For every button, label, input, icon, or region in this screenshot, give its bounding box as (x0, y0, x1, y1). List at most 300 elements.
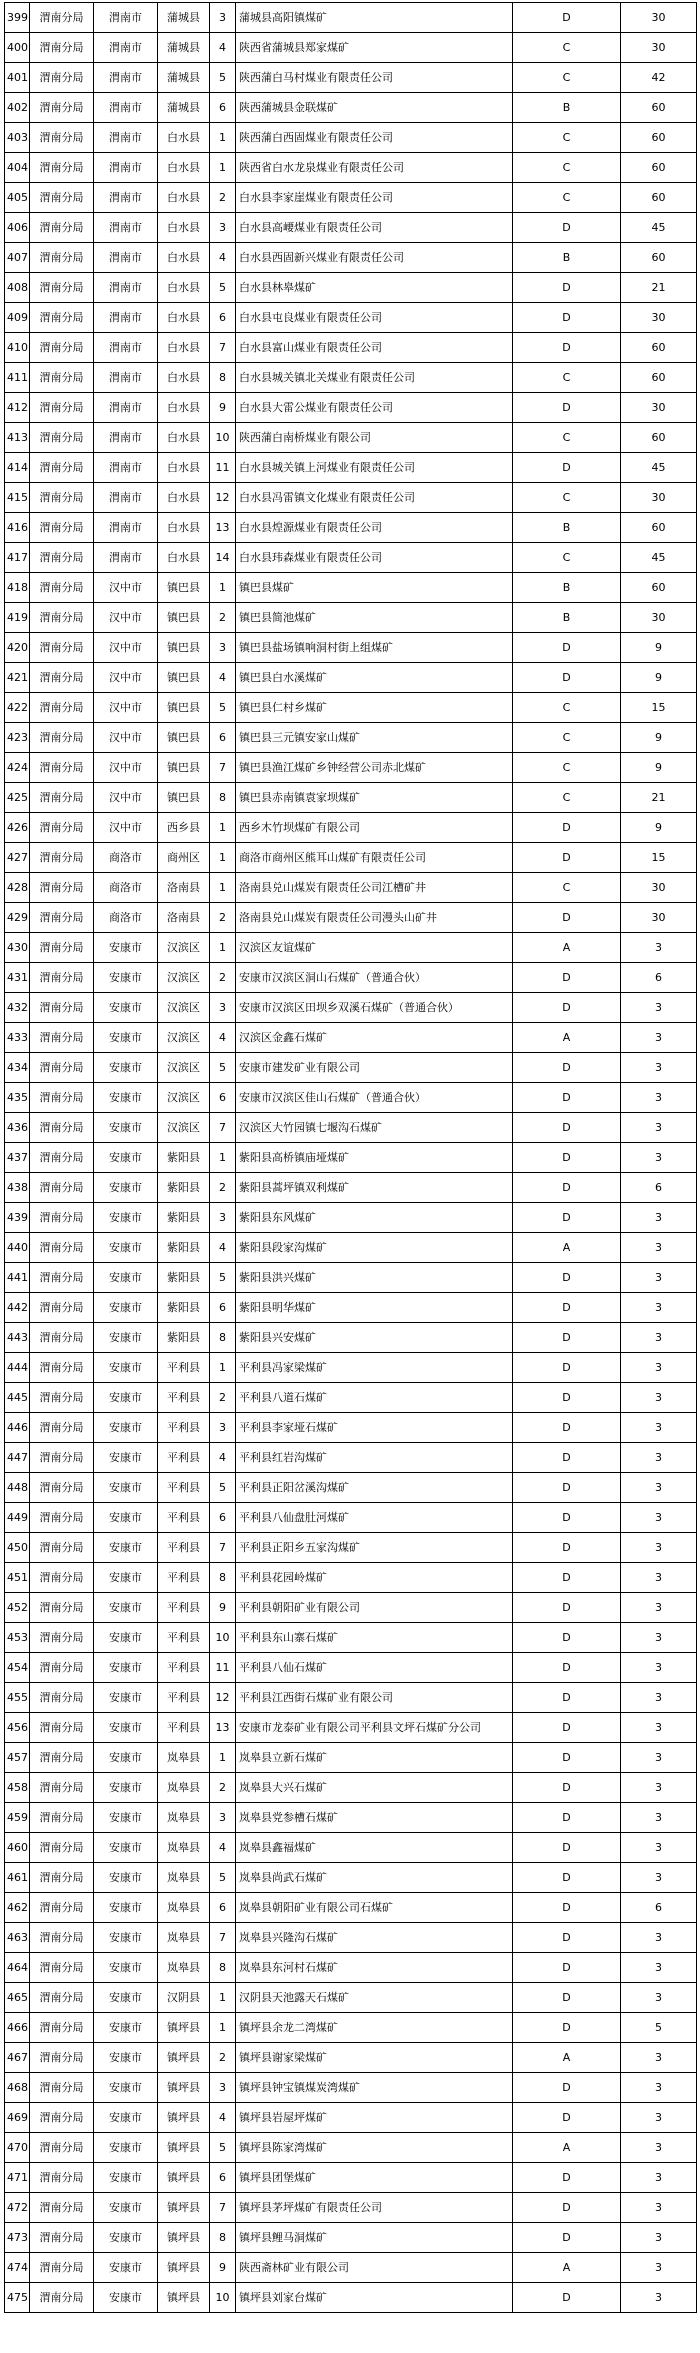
sequence-cell: 1 (210, 933, 236, 963)
table-row (5, 933, 697, 963)
row-number-cell: 464 (5, 1953, 30, 1983)
table-row (5, 183, 697, 213)
mine-name-cell: 白水县高崾煤业有限责任公司 (236, 213, 513, 243)
table-row (5, 543, 697, 573)
sequence-cell: 7 (210, 753, 236, 783)
capacity-cell: 3 (621, 1233, 697, 1263)
city-cell: 安康市 (94, 2073, 158, 2103)
grade-cell: C (513, 483, 621, 513)
table-row (5, 1713, 697, 1743)
city-cell: 安康市 (94, 1923, 158, 1953)
city-cell: 渭南市 (94, 93, 158, 123)
sequence-cell: 1 (210, 1983, 236, 2013)
table-row (5, 1053, 697, 1083)
mine-name-cell: 安康市建发矿业有限公司 (236, 1053, 513, 1083)
mine-name-cell: 平利县江西街石煤矿业有限公司 (236, 1683, 513, 1713)
grade-cell: D (513, 1833, 621, 1863)
mine-name-cell: 岚皋县东河村石煤矿 (236, 1953, 513, 1983)
grade-cell: D (513, 1953, 621, 1983)
grade-cell: D (513, 1653, 621, 1683)
table-row (5, 1863, 697, 1893)
table-row (5, 243, 697, 273)
row-number-cell: 457 (5, 1743, 30, 1773)
city-cell: 渭南市 (94, 33, 158, 63)
capacity-cell: 3 (621, 1803, 697, 1833)
mine-name-cell: 岚皋县党参槽石煤矿 (236, 1803, 513, 1833)
table-row (5, 1893, 697, 1923)
city-cell: 安康市 (94, 1683, 158, 1713)
county-cell: 镇坪县 (158, 2073, 210, 2103)
row-number-cell: 414 (5, 453, 30, 483)
table-row (5, 123, 697, 153)
branch-bureau-cell: 渭南分局 (30, 1473, 94, 1503)
table-row (5, 1023, 697, 1053)
branch-bureau-cell: 渭南分局 (30, 213, 94, 243)
county-cell: 镇巴县 (158, 693, 210, 723)
table-row (5, 1833, 697, 1863)
county-cell: 镇坪县 (158, 2283, 210, 2313)
capacity-cell: 30 (621, 393, 697, 423)
row-number-cell: 419 (5, 603, 30, 633)
table-row (5, 1293, 697, 1323)
mine-name-cell: 岚皋县尚武石煤矿 (236, 1863, 513, 1893)
row-number-cell: 440 (5, 1233, 30, 1263)
county-cell: 平利县 (158, 1593, 210, 1623)
capacity-cell: 42 (621, 63, 697, 93)
grade-cell: D (513, 1863, 621, 1893)
branch-bureau-cell: 渭南分局 (30, 273, 94, 303)
grade-cell: D (513, 1323, 621, 1353)
table-row (5, 1803, 697, 1833)
mine-name-cell: 镇巴县渔江煤矿乡钟经营公司赤北煤矿 (236, 753, 513, 783)
sequence-cell: 2 (210, 1173, 236, 1203)
table-row (5, 483, 697, 513)
capacity-cell: 3 (621, 2253, 697, 2283)
mine-name-cell: 洛南县兑山煤炭有限责任公司漫头山矿井 (236, 903, 513, 933)
county-cell: 白水县 (158, 513, 210, 543)
table-row (5, 1623, 697, 1653)
grade-cell: D (513, 2073, 621, 2103)
county-cell: 白水县 (158, 333, 210, 363)
sequence-cell: 1 (210, 1353, 236, 1383)
grade-cell: C (513, 693, 621, 723)
county-cell: 白水县 (158, 483, 210, 513)
row-number-cell: 444 (5, 1353, 30, 1383)
branch-bureau-cell: 渭南分局 (30, 663, 94, 693)
city-cell: 安康市 (94, 1143, 158, 1173)
city-cell: 汉中市 (94, 663, 158, 693)
capacity-cell: 6 (621, 1173, 697, 1203)
branch-bureau-cell: 渭南分局 (30, 1263, 94, 1293)
mine-name-cell: 平利县冯家梁煤矿 (236, 1353, 513, 1383)
county-cell: 镇巴县 (158, 603, 210, 633)
sequence-cell: 4 (210, 33, 236, 63)
branch-bureau-cell: 渭南分局 (30, 603, 94, 633)
mine-name-cell: 平利县八仙盘肚河煤矿 (236, 1503, 513, 1533)
city-cell: 渭南市 (94, 513, 158, 543)
grade-cell: D (513, 633, 621, 663)
county-cell: 平利县 (158, 1383, 210, 1413)
table-body (5, 3, 697, 2313)
grade-cell: D (513, 393, 621, 423)
city-cell: 安康市 (94, 1383, 158, 1413)
branch-bureau-cell: 渭南分局 (30, 333, 94, 363)
city-cell: 汉中市 (94, 753, 158, 783)
city-cell: 安康市 (94, 2223, 158, 2253)
row-number-cell: 416 (5, 513, 30, 543)
table-row (5, 1323, 697, 1353)
city-cell: 安康市 (94, 1893, 158, 1923)
mine-name-cell: 镇巴县煤矿 (236, 573, 513, 603)
grade-cell: D (513, 2283, 621, 2313)
branch-bureau-cell: 渭南分局 (30, 573, 94, 603)
grade-cell: C (513, 33, 621, 63)
county-cell: 汉滨区 (158, 993, 210, 1023)
sequence-cell: 2 (210, 963, 236, 993)
branch-bureau-cell: 渭南分局 (30, 303, 94, 333)
mine-name-cell: 陕西蒲白马村煤业有限责任公司 (236, 63, 513, 93)
county-cell: 紫阳县 (158, 1263, 210, 1293)
table-row (5, 1203, 697, 1233)
capacity-cell: 6 (621, 1893, 697, 1923)
city-cell: 渭南市 (94, 183, 158, 213)
grade-cell: C (513, 153, 621, 183)
mine-name-cell: 安康市汉滨区佳山石煤矿（普通合伙） (236, 1083, 513, 1113)
county-cell: 镇巴县 (158, 723, 210, 753)
county-cell: 洛南县 (158, 903, 210, 933)
sequence-cell: 2 (210, 603, 236, 633)
city-cell: 渭南市 (94, 543, 158, 573)
branch-bureau-cell: 渭南分局 (30, 2103, 94, 2133)
branch-bureau-cell: 渭南分局 (30, 1983, 94, 2013)
branch-bureau-cell: 渭南分局 (30, 2253, 94, 2283)
grade-cell: D (513, 1803, 621, 1833)
mine-name-cell: 陕西省蒲城县郑家煤矿 (236, 33, 513, 63)
row-number-cell: 437 (5, 1143, 30, 1173)
capacity-cell: 15 (621, 843, 697, 873)
capacity-cell: 60 (621, 123, 697, 153)
capacity-cell: 3 (621, 1503, 697, 1533)
county-cell: 平利县 (158, 1563, 210, 1593)
capacity-cell: 3 (621, 1833, 697, 1863)
sequence-cell: 11 (210, 1653, 236, 1683)
branch-bureau-cell: 渭南分局 (30, 123, 94, 153)
grade-cell: D (513, 1143, 621, 1173)
branch-bureau-cell: 渭南分局 (30, 1713, 94, 1743)
branch-bureau-cell: 渭南分局 (30, 1113, 94, 1143)
branch-bureau-cell: 渭南分局 (30, 483, 94, 513)
mine-name-cell: 镇坪县谢家梁煤矿 (236, 2043, 513, 2073)
sequence-cell: 3 (210, 2073, 236, 2103)
table-row (5, 723, 697, 753)
county-cell: 白水县 (158, 273, 210, 303)
row-number-cell: 453 (5, 1623, 30, 1653)
grade-cell: C (513, 123, 621, 153)
table-row (5, 783, 697, 813)
row-number-cell: 441 (5, 1263, 30, 1293)
mine-name-cell: 紫阳县明华煤矿 (236, 1293, 513, 1323)
mine-name-cell: 安康市龙泰矿业有限公司平利县文坪石煤矿分公司 (236, 1713, 513, 1743)
branch-bureau-cell: 渭南分局 (30, 1443, 94, 1473)
city-cell: 安康市 (94, 1203, 158, 1233)
county-cell: 镇坪县 (158, 2163, 210, 2193)
table-row (5, 993, 697, 1023)
capacity-cell: 3 (621, 1323, 697, 1353)
grade-cell: D (513, 2163, 621, 2193)
branch-bureau-cell: 渭南分局 (30, 1233, 94, 1263)
mine-name-cell: 汉阴县天池露天石煤矿 (236, 1983, 513, 2013)
county-cell: 镇坪县 (158, 2253, 210, 2283)
branch-bureau-cell: 渭南分局 (30, 933, 94, 963)
row-number-cell: 403 (5, 123, 30, 153)
row-number-cell: 421 (5, 663, 30, 693)
city-cell: 安康市 (94, 1713, 158, 1743)
grade-cell: D (513, 2103, 621, 2133)
grade-cell: A (513, 933, 621, 963)
county-cell: 白水县 (158, 153, 210, 183)
city-cell: 渭南市 (94, 273, 158, 303)
city-cell: 渭南市 (94, 243, 158, 273)
sequence-cell: 1 (210, 2013, 236, 2043)
capacity-cell: 3 (621, 1953, 697, 1983)
sequence-cell: 2 (210, 903, 236, 933)
grade-cell: D (513, 903, 621, 933)
grade-cell: B (513, 243, 621, 273)
table-row (5, 2193, 697, 2223)
sequence-cell: 5 (210, 1263, 236, 1293)
county-cell: 白水县 (158, 453, 210, 483)
mine-name-cell: 陕西省白水龙泉煤业有限责任公司 (236, 153, 513, 183)
sequence-cell: 2 (210, 183, 236, 213)
county-cell: 汉滨区 (158, 1113, 210, 1143)
row-number-cell: 451 (5, 1563, 30, 1593)
city-cell: 安康市 (94, 1023, 158, 1053)
sequence-cell: 4 (210, 1233, 236, 1263)
county-cell: 商州区 (158, 843, 210, 873)
capacity-cell: 3 (621, 1683, 697, 1713)
row-number-cell: 458 (5, 1773, 30, 1803)
county-cell: 镇坪县 (158, 2043, 210, 2073)
sequence-cell: 1 (210, 873, 236, 903)
sequence-cell: 3 (210, 1203, 236, 1233)
row-number-cell: 404 (5, 153, 30, 183)
grade-cell: D (513, 1173, 621, 1203)
row-number-cell: 449 (5, 1503, 30, 1533)
county-cell: 紫阳县 (158, 1323, 210, 1353)
grade-cell: D (513, 1713, 621, 1743)
grade-cell: B (513, 603, 621, 633)
branch-bureau-cell: 渭南分局 (30, 1503, 94, 1533)
grade-cell: A (513, 2133, 621, 2163)
capacity-cell: 60 (621, 573, 697, 603)
mine-name-cell: 平利县花园岭煤矿 (236, 1563, 513, 1593)
mine-name-cell: 平利县李家垭石煤矿 (236, 1413, 513, 1443)
city-cell: 商洛市 (94, 873, 158, 903)
branch-bureau-cell: 渭南分局 (30, 723, 94, 753)
table-row (5, 2013, 697, 2043)
table-row (5, 423, 697, 453)
sequence-cell: 6 (210, 1893, 236, 1923)
table-row (5, 1593, 697, 1623)
row-number-cell: 413 (5, 423, 30, 453)
grade-cell: B (513, 513, 621, 543)
sequence-cell: 10 (210, 423, 236, 453)
sequence-cell: 2 (210, 1773, 236, 1803)
mine-name-cell: 岚皋县鑫福煤矿 (236, 1833, 513, 1863)
branch-bureau-cell: 渭南分局 (30, 2013, 94, 2043)
sequence-cell: 7 (210, 1533, 236, 1563)
capacity-cell: 3 (621, 1563, 697, 1593)
county-cell: 镇坪县 (158, 2133, 210, 2163)
grade-cell: D (513, 1743, 621, 1773)
mine-name-cell: 商洛市商州区熊耳山煤矿有限责任公司 (236, 843, 513, 873)
mine-name-cell: 白水县西固新兴煤业有限责任公司 (236, 243, 513, 273)
branch-bureau-cell: 渭南分局 (30, 543, 94, 573)
city-cell: 汉中市 (94, 783, 158, 813)
coal-mine-table (4, 2, 697, 2313)
county-cell: 紫阳县 (158, 1293, 210, 1323)
grade-cell: C (513, 783, 621, 813)
sequence-cell: 7 (210, 333, 236, 363)
row-number-cell: 474 (5, 2253, 30, 2283)
table-row (5, 393, 697, 423)
grade-cell: B (513, 93, 621, 123)
sequence-cell: 3 (210, 993, 236, 1023)
branch-bureau-cell: 渭南分局 (30, 2163, 94, 2193)
mine-name-cell: 汉滨区友谊煤矿 (236, 933, 513, 963)
branch-bureau-cell: 渭南分局 (30, 1323, 94, 1353)
county-cell: 蒲城县 (158, 63, 210, 93)
table-row (5, 2133, 697, 2163)
capacity-cell: 30 (621, 903, 697, 933)
mine-name-cell: 镇巴县三元镇安家山煤矿 (236, 723, 513, 753)
table-row (5, 753, 697, 783)
sequence-cell: 7 (210, 2193, 236, 2223)
capacity-cell: 60 (621, 333, 697, 363)
sequence-cell: 7 (210, 1923, 236, 1953)
table-row (5, 1953, 697, 1983)
grade-cell: C (513, 423, 621, 453)
sequence-cell: 12 (210, 483, 236, 513)
branch-bureau-cell: 渭南分局 (30, 1053, 94, 1083)
grade-cell: C (513, 63, 621, 93)
branch-bureau-cell: 渭南分局 (30, 1893, 94, 1923)
table-row (5, 1473, 697, 1503)
county-cell: 镇坪县 (158, 2193, 210, 2223)
sequence-cell: 5 (210, 2133, 236, 2163)
city-cell: 商洛市 (94, 903, 158, 933)
county-cell: 白水县 (158, 123, 210, 153)
table-row (5, 333, 697, 363)
table-row (5, 513, 697, 543)
branch-bureau-cell: 渭南分局 (30, 1353, 94, 1383)
county-cell: 汉滨区 (158, 1083, 210, 1113)
grade-cell: D (513, 213, 621, 243)
sequence-cell: 5 (210, 1053, 236, 1083)
city-cell: 汉中市 (94, 723, 158, 753)
mine-name-cell: 蒲城县高阳镇煤矿 (236, 3, 513, 33)
capacity-cell: 60 (621, 243, 697, 273)
branch-bureau-cell: 渭南分局 (30, 453, 94, 483)
capacity-cell: 3 (621, 2103, 697, 2133)
capacity-cell: 3 (621, 1353, 697, 1383)
row-number-cell: 420 (5, 633, 30, 663)
mine-name-cell: 岚皋县大兴石煤矿 (236, 1773, 513, 1803)
city-cell: 安康市 (94, 2253, 158, 2283)
mine-name-cell: 镇巴县赤南镇袁家坝煤矿 (236, 783, 513, 813)
capacity-cell: 3 (621, 1263, 697, 1293)
county-cell: 白水县 (158, 393, 210, 423)
grade-cell: D (513, 1923, 621, 1953)
mine-name-cell: 紫阳县东风煤矿 (236, 1203, 513, 1233)
mine-name-cell: 白水县屯良煤业有限责任公司 (236, 303, 513, 333)
grade-cell: D (513, 1533, 621, 1563)
sequence-cell: 5 (210, 1473, 236, 1503)
mine-name-cell: 紫阳县高桥镇庙垭煤矿 (236, 1143, 513, 1173)
table-row (5, 1563, 697, 1593)
branch-bureau-cell: 渭南分局 (30, 1143, 94, 1173)
city-cell: 渭南市 (94, 393, 158, 423)
county-cell: 镇巴县 (158, 663, 210, 693)
sequence-cell: 1 (210, 153, 236, 183)
grade-cell: D (513, 1683, 621, 1713)
row-number-cell: 439 (5, 1203, 30, 1233)
capacity-cell: 21 (621, 273, 697, 303)
grade-cell: C (513, 183, 621, 213)
grade-cell: D (513, 2013, 621, 2043)
table-row (5, 843, 697, 873)
county-cell: 汉滨区 (158, 933, 210, 963)
county-cell: 西乡县 (158, 813, 210, 843)
branch-bureau-cell: 渭南分局 (30, 1173, 94, 1203)
mine-name-cell: 安康市汉滨区田坝乡双溪石煤矿（普通合伙） (236, 993, 513, 1023)
capacity-cell: 3 (621, 2133, 697, 2163)
city-cell: 安康市 (94, 933, 158, 963)
city-cell: 安康市 (94, 2133, 158, 2163)
branch-bureau-cell: 渭南分局 (30, 1083, 94, 1113)
mine-name-cell: 陕西蒲白西固煤业有限责任公司 (236, 123, 513, 153)
sequence-cell: 6 (210, 2163, 236, 2193)
capacity-cell: 30 (621, 483, 697, 513)
county-cell: 岚皋县 (158, 1773, 210, 1803)
county-cell: 蒲城县 (158, 93, 210, 123)
branch-bureau-cell: 渭南分局 (30, 1533, 94, 1563)
county-cell: 岚皋县 (158, 1923, 210, 1953)
row-number-cell: 459 (5, 1803, 30, 1833)
sequence-cell: 4 (210, 1443, 236, 1473)
table-row (5, 1383, 697, 1413)
sequence-cell: 1 (210, 1743, 236, 1773)
capacity-cell: 3 (621, 2073, 697, 2103)
row-number-cell: 433 (5, 1023, 30, 1053)
capacity-cell: 9 (621, 813, 697, 843)
branch-bureau-cell: 渭南分局 (30, 2223, 94, 2253)
sequence-cell: 3 (210, 1803, 236, 1833)
county-cell: 平利县 (158, 1413, 210, 1443)
county-cell: 白水县 (158, 543, 210, 573)
mine-name-cell: 平利县八道石煤矿 (236, 1383, 513, 1413)
county-cell: 白水县 (158, 183, 210, 213)
table-row (5, 1923, 697, 1953)
mine-name-cell: 岚皋县立新石煤矿 (236, 1743, 513, 1773)
city-cell: 汉中市 (94, 573, 158, 603)
capacity-cell: 45 (621, 213, 697, 243)
table-row (5, 1443, 697, 1473)
grade-cell: D (513, 1083, 621, 1113)
row-number-cell: 466 (5, 2013, 30, 2043)
table-row (5, 1143, 697, 1173)
sequence-cell: 4 (210, 1833, 236, 1863)
